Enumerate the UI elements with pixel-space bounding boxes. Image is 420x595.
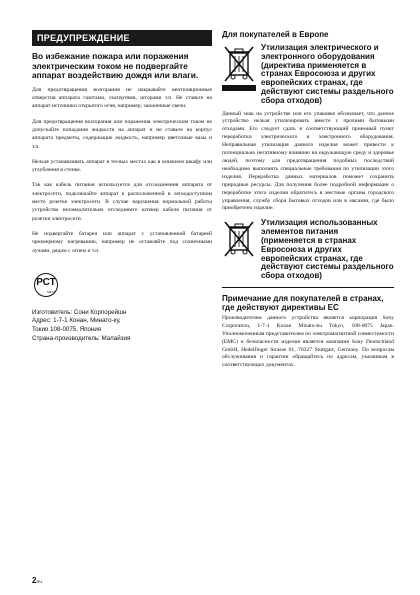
- warning-paragraph-2: Для предотвращения возгорания или поражения электрическим током не допускайте попадания жидкости на аппарат и не ставьте на корпус аппарата предметы, содержащие жидкость, например цветочные вазы и т.п.: [32, 118, 212, 150]
- weee-body: Данный знак на устройстве или его упаковке обозначает, что данное устройство нельзя утилизировать вместе с прочими бытовыми отходами. Его следует сдать в соответствующий приемный пункт переработки электрического и электронного оборудования. Неправильная утилизация данного изделия может привести к потенциально негативному влиянию на окружающую среду и здоровье людей, поэтому для предотвращения подобных последствий необходимо выполнять специальные требования по утилизации этого изделия. Переработка данных материалов поможет сохранить природные ресурсы. Для получения более подробной информации о переработке этого изделия обратитесь в местные органы городского управления, службу сбора бытовых отходов или в магазин, где было приобретено изделие.: [222, 110, 394, 212]
- page-lang: RU: [36, 579, 43, 584]
- right-column: [222, 30, 394, 376]
- crossed-bin-icon: [222, 44, 256, 84]
- maker-line-4: Страна-производитель: Малайзия: [32, 334, 131, 342]
- stamp-mark: РСТ: [36, 276, 56, 288]
- page-number: 2RU: [32, 576, 43, 585]
- manufacturer-block: [32, 309, 212, 343]
- certification-stamp-icon: [34, 273, 58, 297]
- weee-block: [222, 44, 394, 106]
- warning-paragraph-3: Нельзя устанавливать аппарат в тесных местах как в книжном шкафу или углубления в стенке.: [32, 158, 212, 174]
- left-column: [32, 30, 212, 343]
- maker-line-2: Адрес: 1-7-1 Конан, Минато-ку,: [32, 317, 121, 325]
- eu-note-body: Производителем данного устройства является корпорация Sony Corporation, 1-7-1 Konan Minato-ku Tokyo, 108-0075 Japan. Уполномоченным представителем по электромагнитной совместимости (ЕМС) и безопасности изделия является компания Sony Deutschland GmbH, Hedelfinger Strasse 61, 70327 Stuttgart, Germany. По вопросам обслуживания и гарантии обращайтесь по адресам, указанным в соответствующих документах.: [222, 314, 394, 369]
- maker-line-3: Токио 108-0075, Япония: [32, 326, 102, 334]
- warning-paragraph-5: Не подвергайте батареи или аппарат с установленной батареей чрезмерному нагреванию, например не оставляйте под солнечными лучами, рядом с огнем и т.п.: [32, 230, 212, 254]
- eu-note-title: Примечание для покупателей в странах, где действуют директивы ЕС: [222, 293, 384, 312]
- maker-line-1: Изготовитель: Сони Корпорейшн: [32, 308, 127, 316]
- stamp-sub: МЕ77: [47, 289, 55, 294]
- battery-block: [222, 219, 394, 281]
- warning-paragraph-1: Для предотвращения возгорания не накрывайте вентиляционные отверстия аппарата газетами, скатертями, шторами т.п. Не ставьте на аппарат источники открытого огня, например, зажженные свечи.: [32, 86, 212, 110]
- europe-heading: Для покупателей в Европе: [222, 30, 329, 39]
- crossed-bin-icon: [222, 219, 256, 259]
- warning-banner: ПРЕДУПРЕЖДЕНИЕ: [32, 30, 212, 46]
- weee-black-bar: [222, 85, 256, 91]
- warning-paragraph-4: Так как кабель питания используется для отсоединения аппарата от электросети, подключайте аппарат к расположенной в легкодоступном месте розетке электросети. В случае нарушения нормальной работы устройства незамедлительно отсоедините штекер кабеля питания от розетки электросети.: [32, 182, 212, 222]
- battery-title: Утилизация использованных элементов питания (применяется в странах Евросоюза и других европейских странах, где действуют системы раздельного сбора отходов): [261, 218, 394, 281]
- section-divider: [222, 287, 394, 288]
- warning-title: Во избежание пожара или поражения электрическим током не подвергайте аппарат воздействию дождя или влаги.: [32, 51, 199, 81]
- weee-title: Утилизация электрического и электронного оборудования (директива применяется в странах Евросоюза и других европейских странах, где действуют системы раздельного сбора отходов): [261, 43, 394, 105]
